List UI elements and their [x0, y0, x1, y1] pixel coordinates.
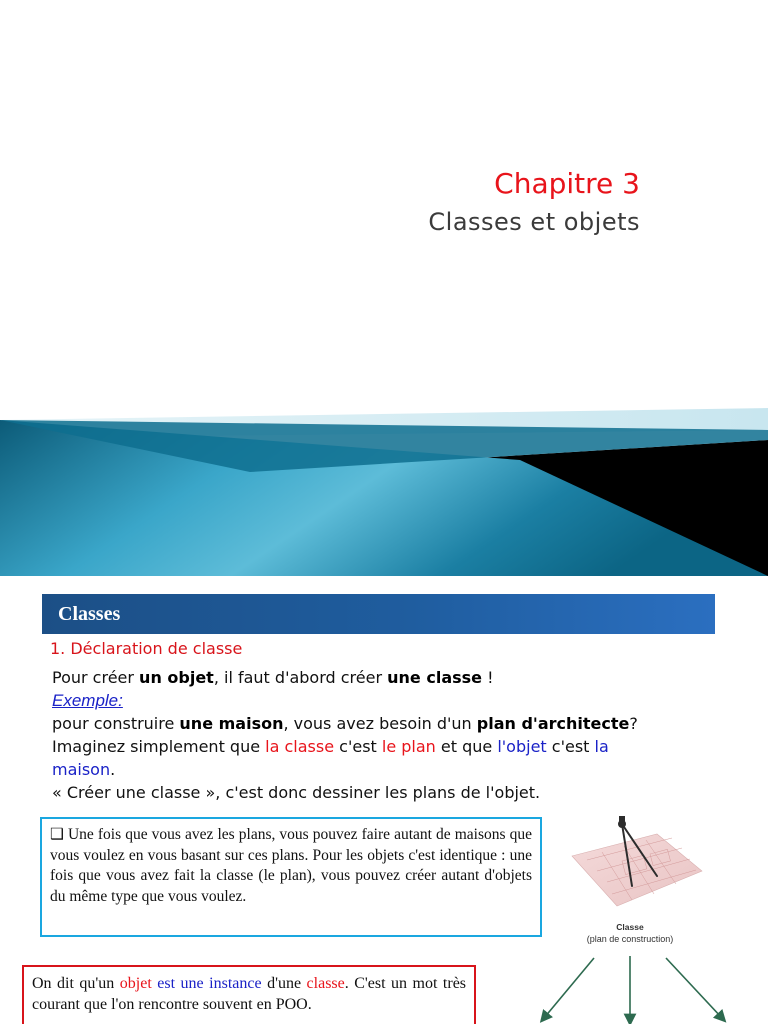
info-box-blue-body: Une fois que vous avez les plans, vous pouvez faire autant de maisons que vous voulez en vous basant sur ces plans. Pour les objets c'est identique : une fois que vous avez fait la classe (le plan), vous pouvez créer autant d'objets du même type que vous voulez. [50, 826, 532, 905]
banner-title: Classes [42, 594, 715, 634]
emphasis-plan: plan d'architecte [476, 714, 630, 733]
blueprint-compass-icon [562, 816, 712, 936]
text-fragment: . C'est un mot très courant que l'on rencontre souvent en POO. [32, 975, 467, 1013]
content-slide [0, 576, 768, 1024]
instance-arrows [530, 952, 750, 1024]
illustration-caption-subtitle: (plan de construction) [586, 934, 674, 944]
chapter-title: Chapitre 3 [494, 167, 640, 200]
red-object-term: objet [119, 975, 152, 992]
info-box-blue [40, 817, 542, 937]
red-plan-term: le plan [381, 737, 436, 756]
body-line-3 [52, 712, 720, 735]
text-fragment: Pour créer [52, 668, 140, 687]
decorative-swoosh [0, 400, 768, 576]
red-class-term: classe [306, 975, 345, 992]
text-fragment: c'est [334, 737, 382, 756]
arrow-right [666, 958, 722, 1018]
text-fragment: , il faut d'abord créer [213, 668, 388, 687]
blue-object-term: l'objet [497, 737, 547, 756]
illustration-caption-title: Classe [616, 922, 644, 932]
text-fragment: et que [435, 737, 498, 756]
body-line-4 [52, 735, 720, 758]
text-fragment: Imaginez simplement que [52, 737, 266, 756]
info-box-red [22, 965, 476, 1024]
chapter-subtitle: Classes et objets [428, 208, 640, 236]
example-label: Exemple: [52, 691, 123, 710]
red-class-term: la classe [265, 737, 335, 756]
blue-house-term-cont: maison [52, 760, 111, 779]
info-box-blue-text [50, 825, 532, 907]
info-box-red-text [32, 973, 466, 1015]
body-text [52, 666, 720, 804]
emphasis-object: un objet [139, 668, 214, 687]
text-fragment: , vous avez besoin d'un [283, 714, 477, 733]
body-line-1 [52, 666, 720, 689]
arrow-left [544, 958, 594, 1018]
body-line-5 [52, 758, 720, 781]
body-line-2 [52, 689, 720, 712]
text-fragment: ! [482, 668, 494, 687]
text-fragment: pour construire [52, 714, 180, 733]
text-fragment: ? [629, 714, 638, 733]
emphasis-house: une maison [179, 714, 284, 733]
checkbox-bullet-icon: ❑ [50, 826, 64, 843]
section-heading: 1. Déclaration de classe [50, 639, 243, 658]
text-fragment: . [110, 760, 116, 779]
text-fragment: c'est [546, 737, 595, 756]
blue-house-term: la [594, 737, 609, 756]
body-line-6: « Créer une classe », c'est donc dessiner les plans de l'objet. [52, 783, 541, 802]
blue-instance-term: est une instance [157, 975, 262, 992]
text-fragment: d'une [261, 975, 307, 992]
emphasis-class: une classe [387, 668, 483, 687]
text-fragment: On dit qu'un [32, 975, 120, 992]
